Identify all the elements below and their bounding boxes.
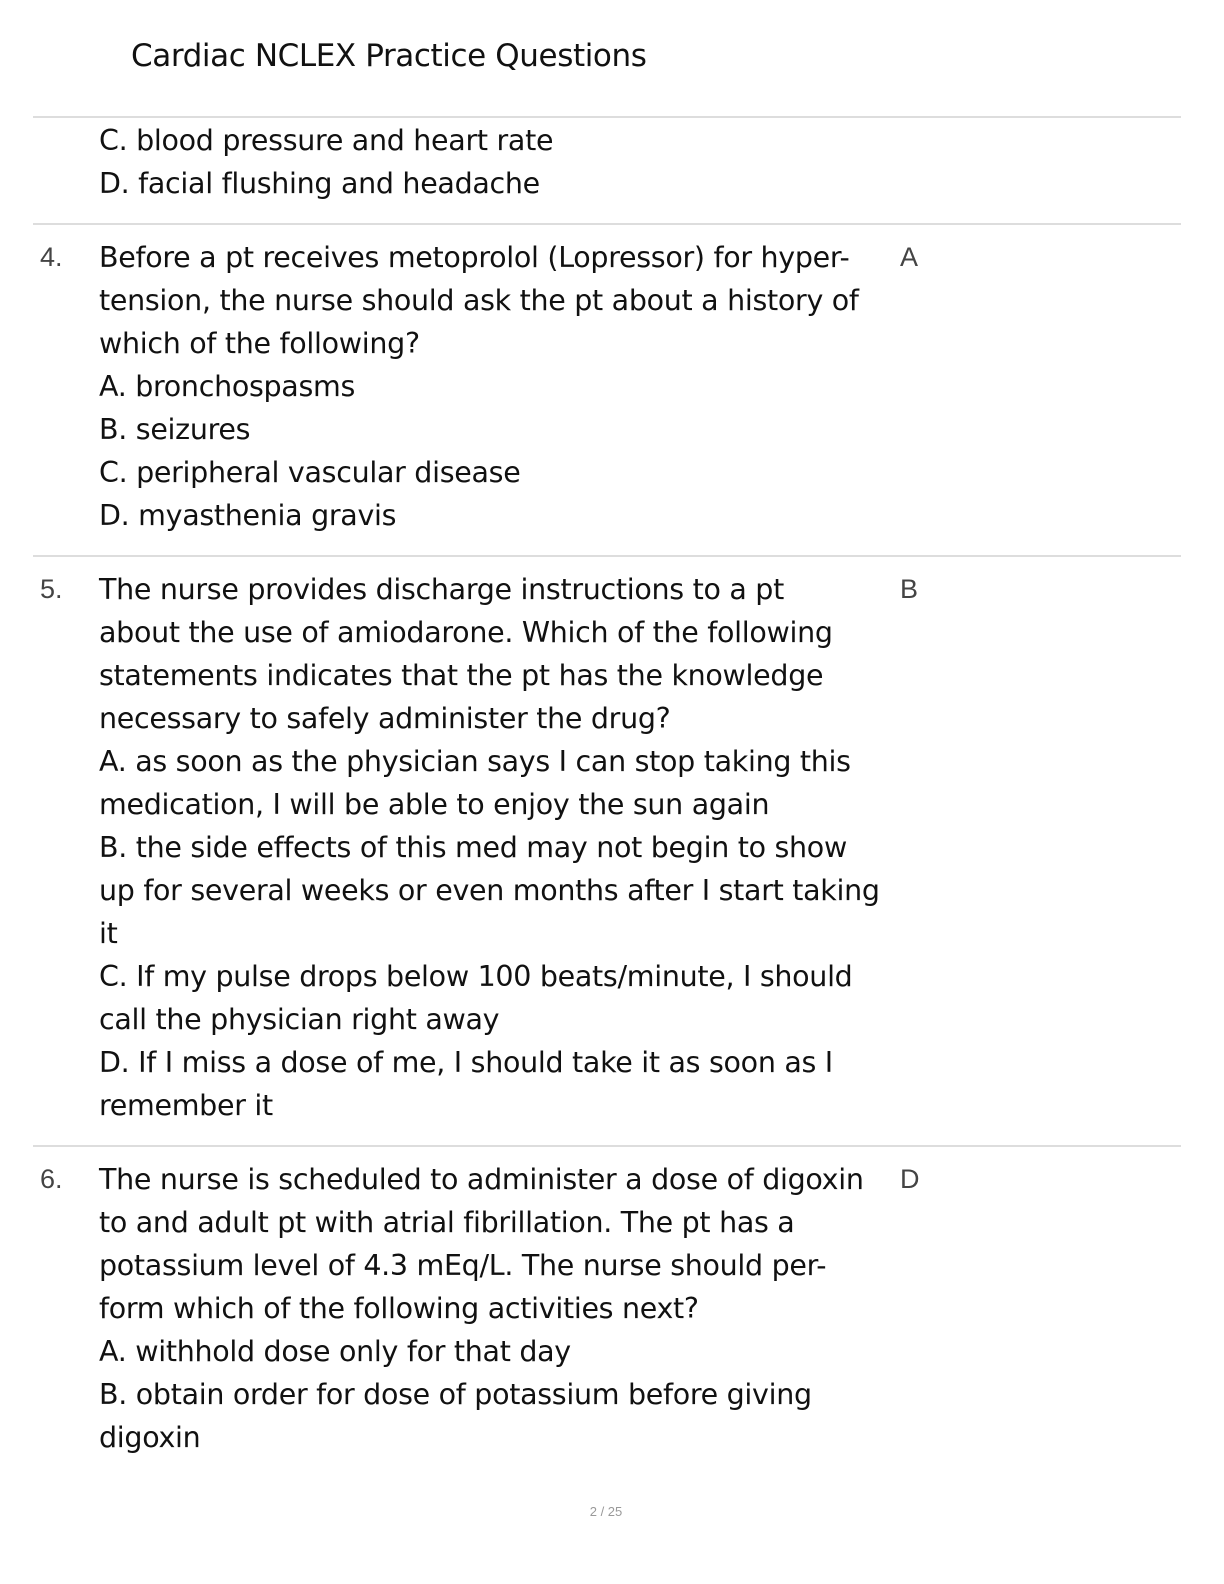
answer-option-c: C. peripheral vascular disease — [99, 456, 521, 489]
continued-lines — [99, 119, 899, 205]
answer-option-a-cont: medication, I will be able to enjoy the sun again — [99, 788, 770, 821]
answer-option-b: B. obtain order for dose of potassium before giving — [99, 1378, 812, 1411]
divider — [33, 555, 1181, 557]
answer-option-a: A. withhold dose only for that day — [99, 1335, 571, 1368]
answer-option-a: A. bronchospasms — [99, 370, 356, 403]
question-line: The nurse provides discharge instructions to a pt — [99, 573, 784, 606]
answer-option-d: D. If I miss a dose of me, I should take it as soon as I — [99, 1046, 833, 1079]
question-line: to and adult pt with atrial fibrillation. The pt has a — [99, 1206, 795, 1239]
answer-option-a: A. as soon as the physician says I can stop taking this — [99, 745, 851, 778]
question-number: 6. — [40, 1164, 63, 1194]
answer-option-c-cont: call the physician right away — [99, 1003, 500, 1036]
question-line: form which of the following activities next? — [99, 1292, 699, 1325]
answer-option-b-cont: digoxin — [99, 1421, 201, 1454]
answer-option-b: B. seizures — [99, 413, 251, 446]
divider — [33, 223, 1181, 225]
question-number: 4. — [40, 242, 63, 272]
page-title: Cardiac NCLEX Practice Questions — [131, 38, 647, 74]
answer-key: A — [900, 242, 919, 272]
question-line: potassium level of 4.3 mEq/L. The nurse should per- — [99, 1249, 827, 1282]
answer-option-d: D. myasthenia gravis — [99, 499, 397, 532]
answer-option-b-cont: it — [99, 917, 118, 950]
answer-option-d-cont: remember it — [99, 1089, 273, 1122]
question-line: statements indicates that the pt has the knowledge — [99, 659, 824, 692]
answer-option-b-cont: up for several weeks or even months after I start taking — [99, 874, 880, 907]
answer-key: B — [900, 574, 919, 604]
answer-key: D — [900, 1164, 920, 1194]
question-line: The nurse is scheduled to administer a dose of digoxin — [99, 1163, 864, 1196]
page-number: 2 / 25 — [589, 1504, 623, 1519]
question-number: 5. — [40, 574, 63, 604]
question-line: about the use of amiodarone. Which of the following — [99, 616, 833, 649]
question-line: which of the following? — [99, 327, 420, 360]
question-line: tension, the nurse should ask the pt about a history of — [99, 284, 859, 317]
question-line: Before a pt receives metoprolol (Lopressor) for hyper- — [99, 241, 850, 274]
divider — [33, 1145, 1181, 1147]
answer-option-c: C. If my pulse drops below 100 beats/minute, I should — [99, 960, 853, 993]
question-text — [99, 236, 899, 537]
question-line: necessary to safely administer the drug? — [99, 702, 671, 735]
question-text — [99, 568, 899, 1127]
answer-option-d: D. facial flushing and headache — [99, 167, 540, 200]
answer-option-c: C. blood pressure and heart rate — [99, 124, 554, 157]
divider — [33, 116, 1181, 118]
answer-option-b: B. the side effects of this med may not begin to show — [99, 831, 847, 864]
question-text — [99, 1158, 899, 1459]
